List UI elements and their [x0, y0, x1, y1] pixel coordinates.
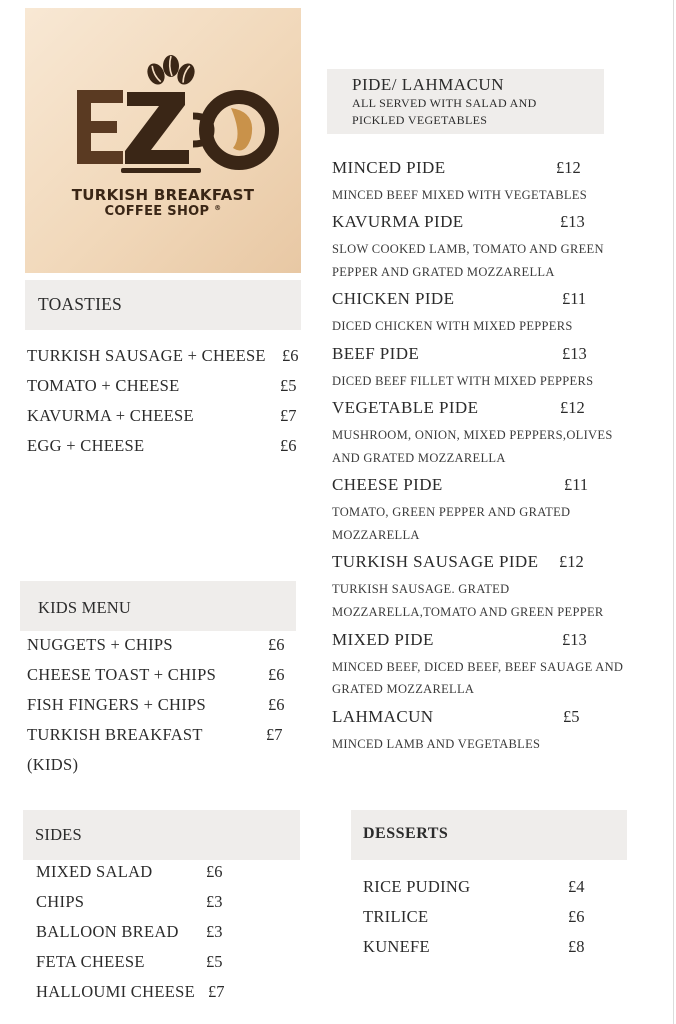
pide-item-name: CHICKEN PIDE [332, 289, 455, 308]
registered-mark: ® [214, 204, 222, 212]
toasties-item-name: TOMATO + CHEESE [27, 376, 180, 395]
kids-item-name: CHEESE TOAST + CHIPS [27, 665, 217, 684]
pide-item-price: £5 [563, 707, 580, 726]
pide-item-desc: MUSHROOM, ONION, MIXED PEPPERS,OLIVES [332, 428, 613, 442]
pide-item-desc: MINCED BEEF, DICED BEEF, BEEF SAUAGE AND [332, 660, 624, 674]
desserts-item-name: RICE PUDING [363, 877, 471, 896]
pide-item-desc: AND GRATED MOZZARELLA [332, 451, 506, 465]
pide-item-name: MIXED PIDE [332, 630, 434, 649]
sides-item-name: HALLOUMI CHEESE [36, 982, 195, 1001]
desserts-item-price: £4 [568, 877, 585, 896]
sides-item-price: £3 [206, 922, 223, 941]
pide-item-desc: GRATED MOZZARELLA [332, 682, 475, 696]
pide-item-price: £11 [562, 289, 587, 308]
kids-item-name-cont: (KIDS) [27, 755, 79, 774]
pide-item-desc: MOZZARELLA,TOMATO AND GREEN PEPPER [332, 605, 604, 619]
pide-item-name: BEEF PIDE [332, 344, 420, 363]
sides-item-name: FETA CHEESE [36, 952, 145, 971]
kids-item-name: NUGGETS + CHIPS [27, 635, 173, 654]
pide-item-name: LAHMACUN [332, 707, 434, 726]
pide-item-desc: TOMATO, GREEN PEPPER AND GRATED [332, 505, 571, 519]
kids-item-name: TURKISH BREAKFAST [27, 725, 203, 744]
sides-item-price: £3 [206, 892, 223, 911]
kids-item-price: £7 [266, 725, 283, 744]
pide-item-desc: DICED BEEF FILLET WITH MIXED PEPPERS [332, 374, 594, 388]
pide-item-name: KAVURMA PIDE [332, 212, 464, 231]
pide-item-price: £13 [560, 212, 585, 231]
kids-title: KIDS MENU [38, 598, 132, 617]
brand-line2: COFFEE SHOP ® [104, 204, 222, 219]
kids-item-price: £6 [268, 695, 285, 714]
pide-item-desc: SLOW COOKED LAMB, TOMATO AND GREEN [332, 242, 604, 256]
toasties-title: TOASTIES [38, 294, 122, 314]
pide-title: PIDE/ LAHMACUN [352, 75, 504, 94]
pide-item-desc: TURKISH SAUSAGE. GRATED [332, 582, 510, 596]
sides-item-name: MIXED SALAD [36, 862, 153, 881]
pide-item-desc: DICED CHICKEN WITH MIXED PEPPERS [332, 319, 573, 333]
desserts-item-name: TRILICE [363, 907, 429, 926]
pide-item-name: VEGETABLE PIDE [332, 398, 479, 417]
pide-item-name: CHEESE PIDE [332, 475, 443, 494]
brand-logo [25, 8, 301, 273]
sides-item-price: £6 [206, 862, 223, 881]
letter-o [206, 97, 272, 163]
sides-item-name: CHIPS [36, 892, 85, 911]
pide-item-price: £12 [556, 158, 581, 177]
pide-item-name: MINCED PIDE [332, 158, 446, 177]
page-border [673, 0, 674, 1024]
toasties-item-name: TURKISH SAUSAGE + CHEESE [27, 346, 266, 365]
pide-item-price: £11 [564, 475, 589, 494]
toasties-item-price: £7 [280, 406, 297, 425]
sides-item-name: BALLOON BREAD [36, 922, 179, 941]
kids-item-price: £6 [268, 665, 285, 684]
pide-item-desc: PEPPER AND GRATED MOZZARELLA [332, 265, 555, 279]
letter-e [77, 90, 123, 164]
letter-z-cup [121, 92, 211, 173]
coffee-beans-icon [144, 55, 198, 87]
kids-item-price: £6 [268, 635, 285, 654]
pide-item-desc: MOZZARELLA [332, 528, 420, 542]
sides-item-price: £7 [208, 982, 225, 1001]
pide-item-desc: MINCED BEEF MIXED WITH VEGETABLES [332, 188, 587, 202]
pide-item-price: £13 [562, 630, 587, 649]
sides-item-price: £5 [206, 952, 223, 971]
desserts-item-price: £8 [568, 937, 585, 956]
kids-item-name: FISH FINGERS + CHIPS [27, 695, 206, 714]
pide-item-price: £12 [559, 552, 584, 571]
pide-subtitle-line2: PICKLED VEGETABLES [352, 113, 488, 127]
toasties-item-price: £6 [282, 346, 299, 365]
desserts-title: DESSERTS [363, 825, 449, 842]
pide-item-desc: MINCED LAMB AND VEGETABLES [332, 737, 541, 751]
pide-subtitle-line1: ALL SERVED WITH SALAD AND [352, 96, 537, 110]
ezo-logo-graphic [25, 8, 301, 273]
desserts-item-name: KUNEFE [363, 937, 430, 956]
toasties-item-name: KAVURMA + CHEESE [27, 406, 194, 425]
brand-line1: TURKISH BREAKFAST [71, 186, 255, 204]
desserts-item-price: £6 [568, 907, 585, 926]
pide-item-name: TURKISH SAUSAGE PIDE [332, 552, 539, 571]
sides-title: SIDES [35, 825, 82, 844]
pide-item-price: £12 [560, 398, 585, 417]
toasties-item-price: £6 [280, 436, 297, 455]
pide-item-price: £13 [562, 344, 587, 363]
toasties-item-name: EGG + CHEESE [27, 436, 145, 455]
toasties-item-price: £5 [280, 376, 297, 395]
